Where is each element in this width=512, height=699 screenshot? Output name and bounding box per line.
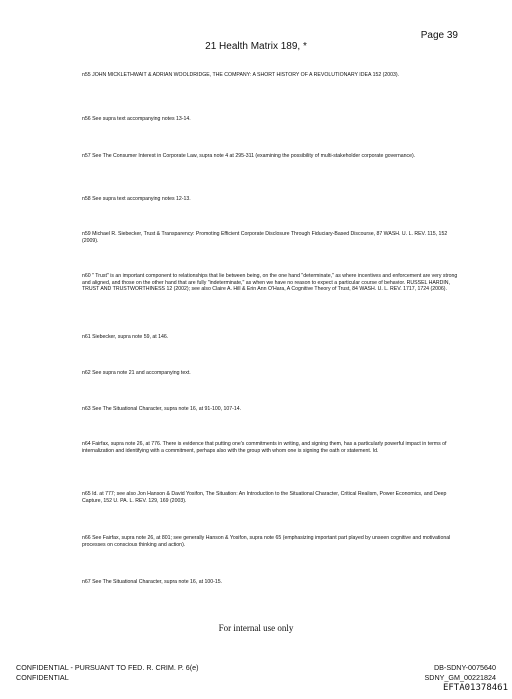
page-number: Page 39: [420, 30, 458, 41]
footnote-n56: n56 See supra text accompanying notes 13-14.: [82, 116, 191, 122]
production-number: SDNY_GM_00221824: [424, 673, 496, 682]
footnote-n66: n66 See Fairfax, supra note 26, at 801; see generally Hanson & Yosifon, supra note 65 (emphasizing important part played by unseen cognitive and motivational processes on conscious thinking and action).: [82, 535, 451, 548]
control-number: DB-SDNY-0075640: [433, 663, 496, 672]
confidential-notice: CONFIDENTIAL - PURSUANT TO FED. R. CRIM. P. 6(e): [16, 663, 199, 672]
footnote-n67: n67 See The Situational Character, supra note 16, at 100-15.: [82, 579, 223, 585]
footnote-n60: n60 " Trust" is an important component to relationships that lie between being, on the one hand "determinate," as where incentives and enforcement are very strong and aligned, and those on the other hand that are fully "indeterminate," as when we have no reason to expect a particular course of behavior. RUSSEL HARDIN, TRUST AND TRUSTWORTHINESS 12 (2002); see also Claire A. Hill & Erin Ann O'Hara, A Cognitive Theory of Trust, 84 WASH. U. L. REV. 1717, 1724 (2006).: [82, 273, 458, 293]
confidential-label: CONFIDENTIAL: [16, 673, 69, 682]
bates-stamp: EFTA01378461: [442, 683, 508, 693]
footnote-n59: n59 Michael R. Siebecker, Trust & Transparency: Promoting Efficient Corporate Disclosure Through Fiduciary-Based Discourse, 87 WASH. U. L. REV. 115, 152 (2009).: [82, 231, 448, 244]
internal-use-notice: For internal use only: [218, 623, 294, 633]
footnote-n61: n61 Siebecker, supra note 59, at 146.: [82, 334, 169, 340]
footnote-n55: n55 JOHN MICKLETHWAIT & ADRIAN WOOLDRIDGE, THE COMPANY: A SHORT HISTORY OF A REVOLUTIONARY IDEA 152 (2003).: [82, 72, 400, 78]
footnote-n62: n62 See supra note 21 and accompanying text.: [82, 370, 191, 376]
footnote-n63: n63 See The Situational Character, supra note 16, at 91-100, 107-14.: [82, 406, 242, 412]
footnote-n64: n64 Fairfax, supra note 26, at 776. There is evidence that putting one's commitments in writing, and signing them, has a particularly powerful impact in terms of internalization and identifying with a commitment, perhaps also with the group with whom one is signing the oath or statement. Id.: [82, 441, 447, 454]
footnote-n58: n58 See supra text accompanying notes 12-13.: [82, 196, 191, 202]
footnote-n65: n65 Id. at 777; see also Jon Hanson & David Yosifon, The Situation: An Introduction to the Situational Character, Critical Realism, Power Economics, and Deep Capture, 152 U. PA. L. REV. 129, 169 (2003).: [82, 491, 447, 504]
document-citation-header: 21 Health Matrix 189, *: [205, 41, 307, 52]
footnote-n57: n57 See The Consumer Interest in Corporate Law, supra note 4 at 295-311 (examining the possibility of multi-stakeholder corporate governance).: [82, 153, 416, 159]
